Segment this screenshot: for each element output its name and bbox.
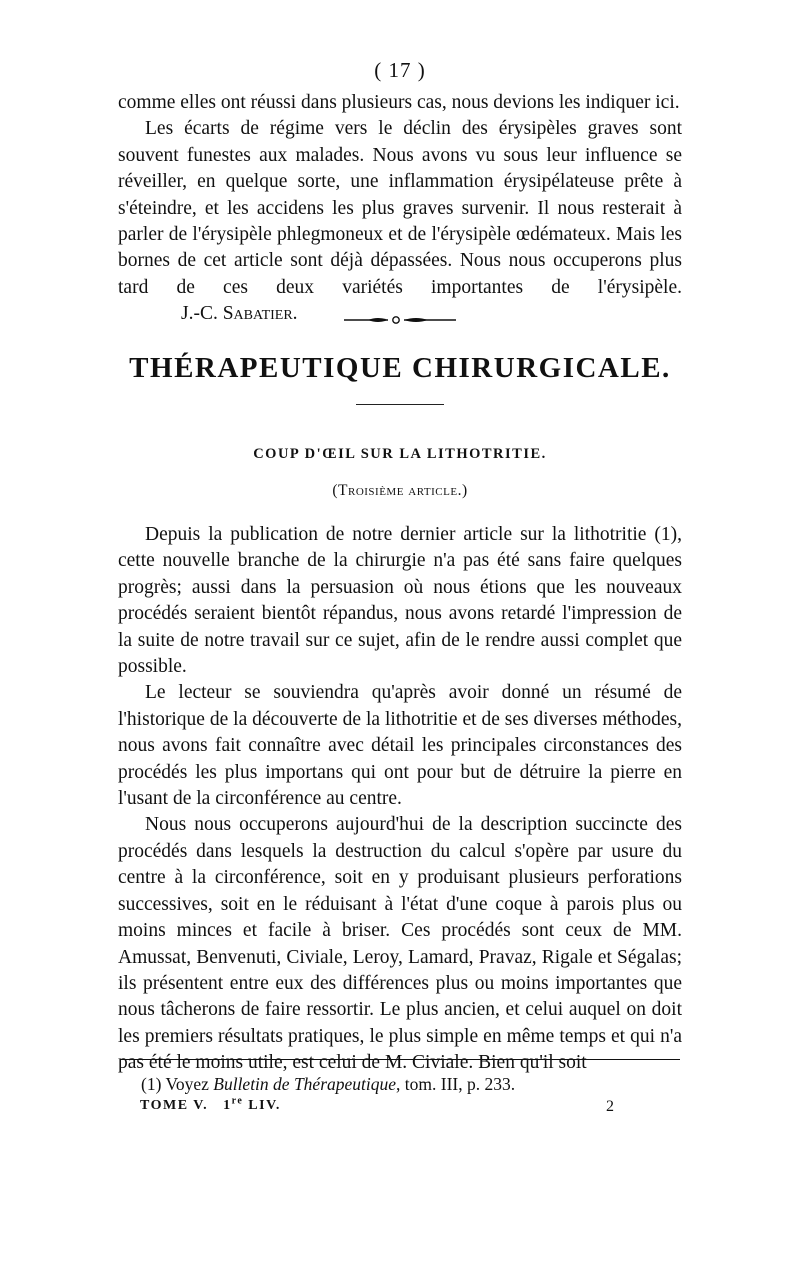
footnote-prefix: Voyez xyxy=(165,1074,209,1094)
issue-suffix: LIV. xyxy=(248,1098,281,1113)
ornament-divider-icon xyxy=(344,313,456,327)
paragraph: comme elles ont réussi dans plusieurs cas, nous devions les indiquer ici. xyxy=(118,92,680,113)
paragraph: Depuis la publication de notre dernier article sur la lithotritie (1), cette nouvelle branche de la chirurgie n'a pas été sans faire quelques progrès; aussi dans la persuasion où nous étions que les nouveaux procédés seraient bientôt répandus, nous avons retardé l'impression de la suite de notre travail sur ce sujet, afin de le rendre aussi complet que possible. xyxy=(118,524,682,678)
issue-superscript: re xyxy=(231,1095,244,1107)
issue-number: 1 xyxy=(223,1098,232,1113)
footnote-rule xyxy=(120,1059,680,1060)
article-subtitle: COUP D'ŒIL SUR LA LITHOTRITIE. xyxy=(253,446,547,462)
section-title: THÉRAPEUTIQUE CHIRURGICALE. xyxy=(129,352,671,384)
previous-article-text xyxy=(118,90,682,328)
page-footer xyxy=(140,1095,630,1115)
footnote-ref: , tom. III, p. 233. xyxy=(396,1074,516,1094)
signature-mark: 2 xyxy=(606,1098,616,1115)
author-signature: J.-C. Sabatier. xyxy=(181,303,298,325)
footnote-marker: (1) xyxy=(141,1074,162,1094)
article-body xyxy=(118,522,682,1077)
paragraph-text: Les écarts de régime vers le déclin des érysipèles graves sont souvent funestes aux malades. Nous avons vu sous leur influence se réveiller, en quelque sorte, une inflammation érysipélateuse prête à s'éteindre, et les accidens les plus graves survenir. Il nous resterait à parler de l'érysipèle phlegmoneux et de l'érysipèle œdémateux. Mais les bornes de cet article sont déjà dépassées. Nous nous occuperons plus tard de ces deux variétés importantes de l'érysipèle. xyxy=(118,118,682,298)
volume-label: TOME V. xyxy=(140,1098,209,1113)
paragraph: Le lecteur se souviendra qu'après avoir donné un résumé de l'historique de la découverte de la lithotritie et de ses diverses méthodes, nous avons fait connaître avec détail les principales circonstances des procédés les plus importans qui ont pour but de détruire la pierre en l'usant de la circonférence au centre. xyxy=(118,682,682,810)
paragraph: Nous nous occuperons aujourd'hui de la description succincte des procédés dans lesquels la destruction du calcul s'opère par usure du centre à la circonférence, soit en y produisant plusieurs perforations successives, soit en le réduisant à l'état d'une coque à parois plus ou moins minces et facile à briser. Ces procédés sont ceux de MM. Amussat, Benvenuti, Civiale, Leroy, Lamard, Pravaz, Rigale et Ségalas; ils présentent entre eux des différences plus ou moins importantes que nous tâcherons de faire ressortir. Le plus ancien, et celui auquel on doit les premiers résultats pratiques, le plus simple en même temps et qui n'a pas été le moins utile, est celui de M. Civiale. Bien qu'il soit xyxy=(118,814,682,1074)
title-rule xyxy=(356,404,444,405)
article-part-label: (Troisième article.) xyxy=(332,482,468,499)
page-number: ( 17 ) xyxy=(374,58,426,82)
paragraph xyxy=(118,116,682,327)
footnote-source: Bulletin de Thérapeutique xyxy=(213,1074,397,1094)
footnote xyxy=(141,1074,515,1095)
